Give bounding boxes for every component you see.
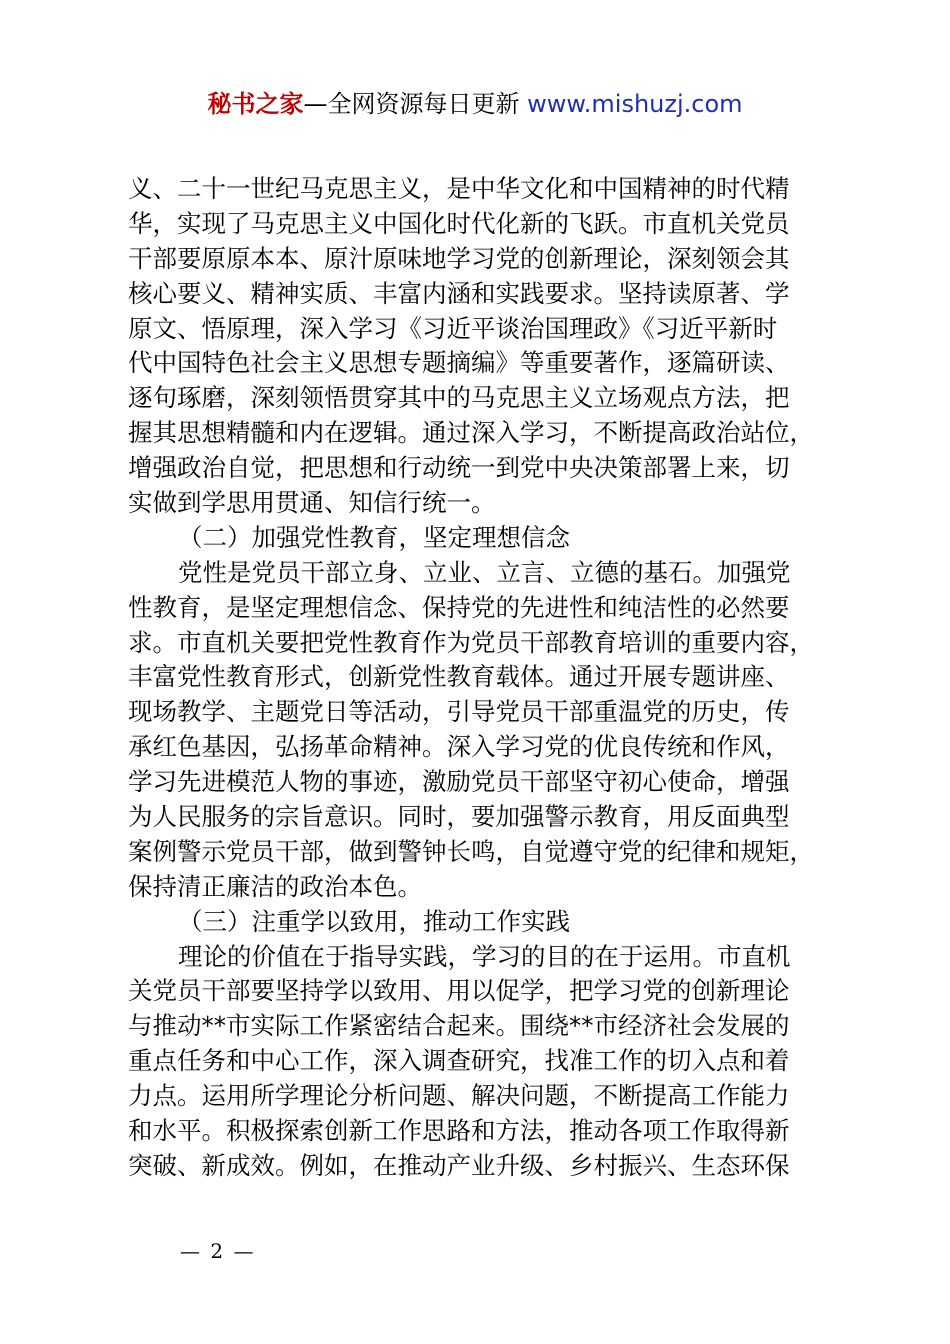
text-line: 案例警示党员干部，做到警钟长鸣，自觉遵守党的纪律和规矩， [128, 836, 814, 866]
text-line: 干部要原原本本、原汁原味地学习党的创新理论，深刻领会其 [128, 243, 790, 273]
text-line: 突破、新成效。例如，在推动产业升级、乡村振兴、生态环保 [128, 1150, 790, 1180]
text-line: 性教育，是坚定理想信念、保持党的先进性和纯洁性的必然要 [128, 592, 790, 622]
text-line: 现场教学、主题党日等活动，引导党员干部重温党的历史，传 [128, 697, 790, 727]
site-brand-name: 秘书之家 [207, 90, 304, 118]
text-line: 保持清正廉洁的政治本色。 [128, 871, 422, 901]
site-tagline: —全网资源每日更新 [303, 90, 528, 118]
section-heading: （三）注重学以致用，推动工作实践 [178, 906, 570, 936]
text-line: 学习先进模范人物的事迹，激励党员干部坚守初心使命，增强 [128, 767, 790, 797]
text-line: 丰富党性教育形式，创新党性教育载体。通过开展专题讲座、 [128, 662, 790, 692]
text-line: 实做到学思用贯通、知信行统一。 [128, 488, 496, 518]
text-line: 与推动**市实际工作紧密结合起来。围绕**市经济社会发展的 [128, 1011, 790, 1041]
text-line: 为人民服务的宗旨意识。同时，要加强警示教育，用反面典型 [128, 802, 790, 832]
text-line: 增强政治自觉，把思想和行动统一到党中央决策部署上来，切 [128, 453, 790, 483]
text-line: 关党员干部要坚持学以致用、用以促学，把学习党的创新理论 [128, 976, 790, 1006]
paragraph-first-line: 党性是党员干部立身、立业、立言、立德的基石。加强党 [178, 557, 791, 587]
text-line: 求。市直机关要把党性教育作为党员干部教育培训的重要内容， [128, 627, 814, 657]
text-line: 代中国特色社会主义思想专题摘编》等重要著作，逐篇研读、 [128, 348, 790, 378]
text-line: 和水平。积极探索创新工作思路和方法，推动各项工作取得新 [128, 1116, 790, 1146]
text-line: 握其思想精髓和内在逻辑。通过深入学习，不断提高政治站位， [128, 418, 814, 448]
section-heading: （二）加强党性教育，坚定理想信念 [178, 522, 570, 552]
text-line: 核心要义、精神实质、丰富内涵和实践要求。坚持读原著、学 [128, 278, 790, 308]
text-line: 力点。运用所学理论分析问题、解决问题，不断提高工作能力 [128, 1081, 790, 1111]
site-url-link[interactable]: www.mishuzj.com [527, 90, 743, 118]
text-line: 华，实现了马克思主义中国化时代化新的飞跃。市直机关党员 [128, 208, 790, 238]
text-line: 重点任务和中心工作，深入调查研究，找准工作的切入点和着 [128, 1046, 790, 1076]
text-line: 原文、悟原理，深入学习《习近平谈治国理政》《习近平新时 [128, 313, 778, 343]
text-line: 逐句琢磨，深刻领悟贯穿其中的马克思主义立场观点方法，把 [128, 383, 790, 413]
text-line: 义、二十一世纪马克思主义，是中华文化和中国精神的时代精 [128, 174, 790, 203]
text-line: 承红色基因，弘扬革命精神。深入学习党的优良传统和作风， [128, 732, 790, 762]
document-body [128, 172, 828, 1184]
page-number: — 2 — [180, 1239, 256, 1263]
paragraph-first-line: 理论的价值在于指导实践，学习的目的在于运用。市直机 [178, 941, 791, 971]
site-banner [0, 86, 950, 122]
